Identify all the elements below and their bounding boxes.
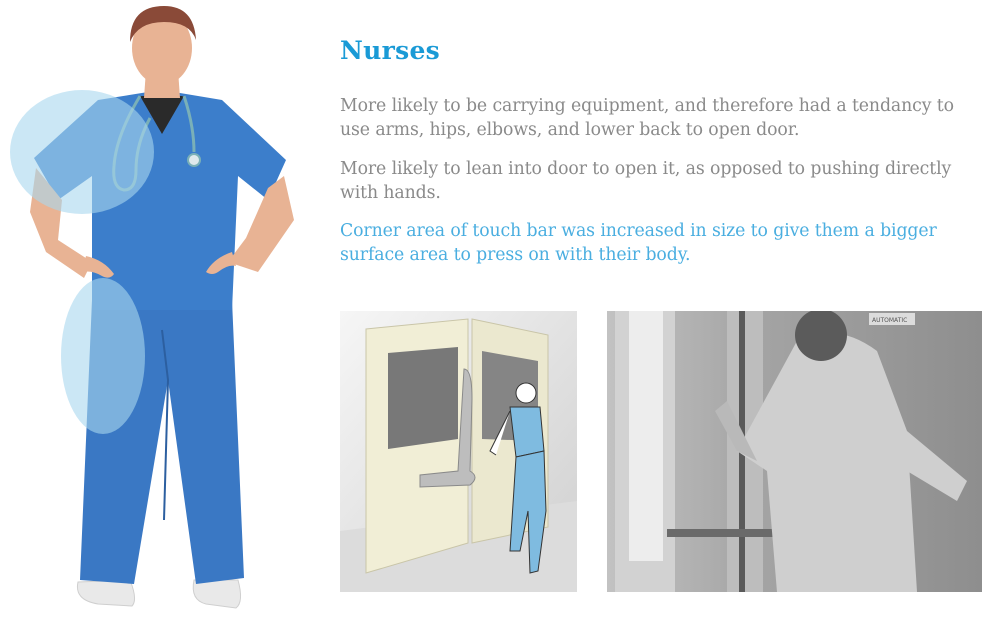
page-title: Nurses (340, 36, 441, 65)
finding-equipment: More likely to be carrying equipment, and therefore had a tendancy to use arms, hips, elbows, and lower back to open door. (340, 96, 954, 140)
door-sign: AUTOMATIC (872, 317, 908, 324)
contact-zone-hip (61, 278, 145, 434)
finding-lean: More likely to lean into door to open it, as opposed to pushing directly with hands. (340, 159, 952, 203)
door-render-image (340, 311, 577, 592)
right-shoe (193, 580, 240, 608)
door-photo-image (607, 311, 982, 592)
contact-zone-shoulder (10, 90, 154, 214)
design-response: Corner area of touch bar was increased in size to give them a bigger surface area to press on with their body. (340, 221, 937, 265)
nurse-figure (0, 0, 320, 622)
nurse-figure-small (510, 407, 544, 457)
left-shoe (77, 580, 134, 606)
